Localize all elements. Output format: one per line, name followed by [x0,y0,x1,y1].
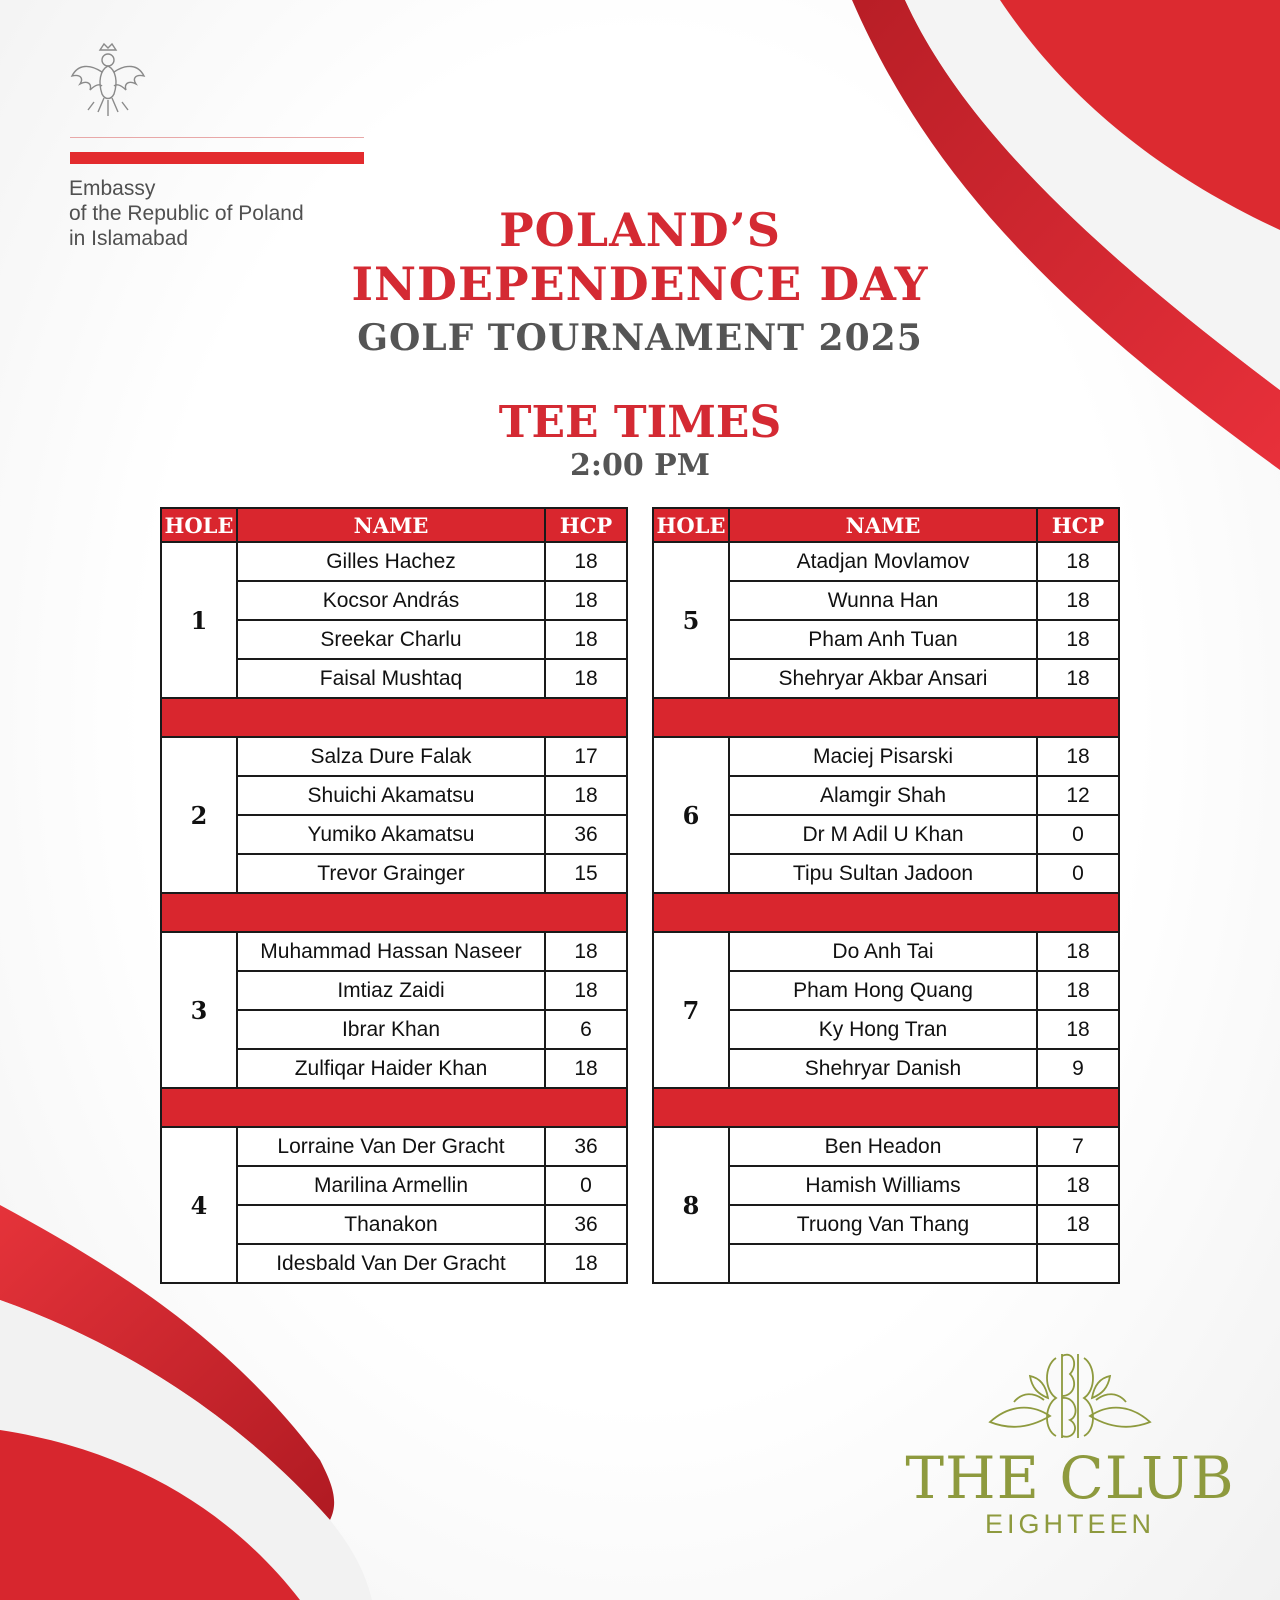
hole-number: 7 [653,932,729,1088]
player-hcp: 18 [1037,581,1119,620]
group-separator [653,1088,1119,1127]
player-hcp: 36 [545,815,627,854]
player-hcp: 15 [545,854,627,893]
player-hcp: 18 [1037,620,1119,659]
group-separator [161,1088,627,1127]
table-row [653,932,1119,971]
player-name: Thanakon [237,1205,545,1244]
player-hcp: 18 [545,932,627,971]
player-hcp: 18 [545,1244,627,1283]
player-hcp: 18 [545,1049,627,1088]
player-name: Muhammad Hassan Naseer [237,932,545,971]
player-name: Lorraine Van Der Gracht [237,1127,545,1166]
player-name: Truong Van Thang [729,1205,1037,1244]
divider-thin [70,137,364,138]
table-header-row [653,508,1119,542]
group-separator-bar [653,893,1119,932]
tee-table-right [652,507,1120,1284]
player-hcp: 18 [1037,1166,1119,1205]
tee-times-heading [440,398,840,484]
player-name [729,1244,1037,1283]
player-hcp: 18 [1037,542,1119,581]
player-hcp: 18 [1037,1010,1119,1049]
player-name: Maciej Pisarski [729,737,1037,776]
player-hcp: 18 [545,581,627,620]
table-row [161,737,627,776]
player-hcp: 0 [545,1166,627,1205]
column-header-name: NAME [729,508,1037,542]
player-hcp: 18 [1037,971,1119,1010]
page-title [340,203,940,363]
group-separator-bar [161,893,627,932]
player-name: Shehryar Akbar Ansari [729,659,1037,698]
player-hcp: 9 [1037,1049,1119,1088]
column-header-hcp: HCP [545,508,627,542]
table-row [653,542,1119,581]
player-name: Alamgir Shah [729,776,1037,815]
divider-red [70,152,364,164]
player-name: Sreekar Charlu [237,620,545,659]
embassy-logo [68,40,368,250]
player-hcp: 18 [1037,737,1119,776]
group-separator-bar [161,1088,627,1127]
player-name: Marilina Armellin [237,1166,545,1205]
club-subtitle: EIGHTEEN [984,1509,1156,1539]
column-header-hole: HOLE [653,508,729,542]
hole-number: 4 [161,1127,237,1283]
player-name: Shuichi Akamatsu [237,776,545,815]
column-header-name: NAME [237,508,545,542]
embassy-line-2: of the Republic of Poland [69,202,304,225]
club-emblem-icon [970,1346,1170,1442]
player-name: Hamish Williams [729,1166,1037,1205]
title-line-2: INDEPENDENCE DAY [351,257,929,311]
player-name: Pham Hong Quang [729,971,1037,1010]
player-name: Ben Headon [729,1127,1037,1166]
player-hcp: 18 [545,659,627,698]
hole-number: 8 [653,1127,729,1283]
player-name: Ky Hong Tran [729,1010,1037,1049]
hole-number: 2 [161,737,237,893]
player-hcp: 18 [545,620,627,659]
player-hcp: 0 [1037,854,1119,893]
player-name: Pham Anh Tuan [729,620,1037,659]
player-name: Yumiko Akamatsu [237,815,545,854]
player-hcp: 18 [545,776,627,815]
player-hcp: 18 [1037,1205,1119,1244]
group-separator [161,893,627,932]
title-line-3: GOLF TOURNAMENT 2025 [357,317,923,359]
title-line-1: POLAND’S [499,203,781,257]
group-separator-bar [161,698,627,737]
club-name: THE CLUB [905,1444,1235,1512]
player-name: Salza Dure Falak [237,737,545,776]
player-name: Idesbald Van Der Gracht [237,1244,545,1283]
tee-time: 2:00 PM [570,448,710,483]
hole-number: 5 [653,542,729,698]
table-row [653,737,1119,776]
player-name: Ibrar Khan [237,1010,545,1049]
player-hcp: 0 [1037,815,1119,854]
table-row [653,1127,1119,1166]
player-hcp: 7 [1037,1127,1119,1166]
player-name: Zulfiqar Haider Khan [237,1049,545,1088]
player-hcp [1037,1244,1119,1283]
hole-number: 6 [653,737,729,893]
table-header-row [161,508,627,542]
column-header-hole: HOLE [161,508,237,542]
hole-number: 3 [161,932,237,1088]
column-header-hcp: HCP [1037,508,1119,542]
embassy-line-3: in Islamabad [69,227,189,250]
table-row [161,542,627,581]
embassy-name [69,176,304,251]
group-separator [653,893,1119,932]
group-separator-bar [653,1088,1119,1127]
player-name: Faisal Mushtaq [237,659,545,698]
player-name: Tipu Sultan Jadoon [729,854,1037,893]
player-name: Wunna Han [729,581,1037,620]
player-name: Do Anh Tai [729,932,1037,971]
hole-number: 1 [161,542,237,698]
embassy-line-1: Embassy [69,177,156,200]
player-name: Kocsor András [237,581,545,620]
player-hcp: 18 [1037,932,1119,971]
eagle-emblem-icon [70,40,146,120]
group-separator [161,698,627,737]
player-hcp: 36 [545,1127,627,1166]
player-name: Shehryar Danish [729,1049,1037,1088]
player-hcp: 18 [1037,659,1119,698]
table-row [161,1127,627,1166]
club-logo [900,1346,1240,1540]
player-hcp: 6 [545,1010,627,1049]
player-hcp: 36 [545,1205,627,1244]
player-hcp: 12 [1037,776,1119,815]
tee-times-title: TEE TIMES [498,397,782,448]
player-name: Trevor Grainger [237,854,545,893]
table-row [161,932,627,971]
tee-table-left [160,507,628,1284]
player-hcp: 18 [545,971,627,1010]
player-hcp: 17 [545,737,627,776]
player-name: Gilles Hachez [237,542,545,581]
group-separator [653,698,1119,737]
group-separator-bar [653,698,1119,737]
player-name: Imtiaz Zaidi [237,971,545,1010]
player-name: Atadjan Movlamov [729,542,1037,581]
player-name: Dr M Adil U Khan [729,815,1037,854]
player-hcp: 18 [545,542,627,581]
